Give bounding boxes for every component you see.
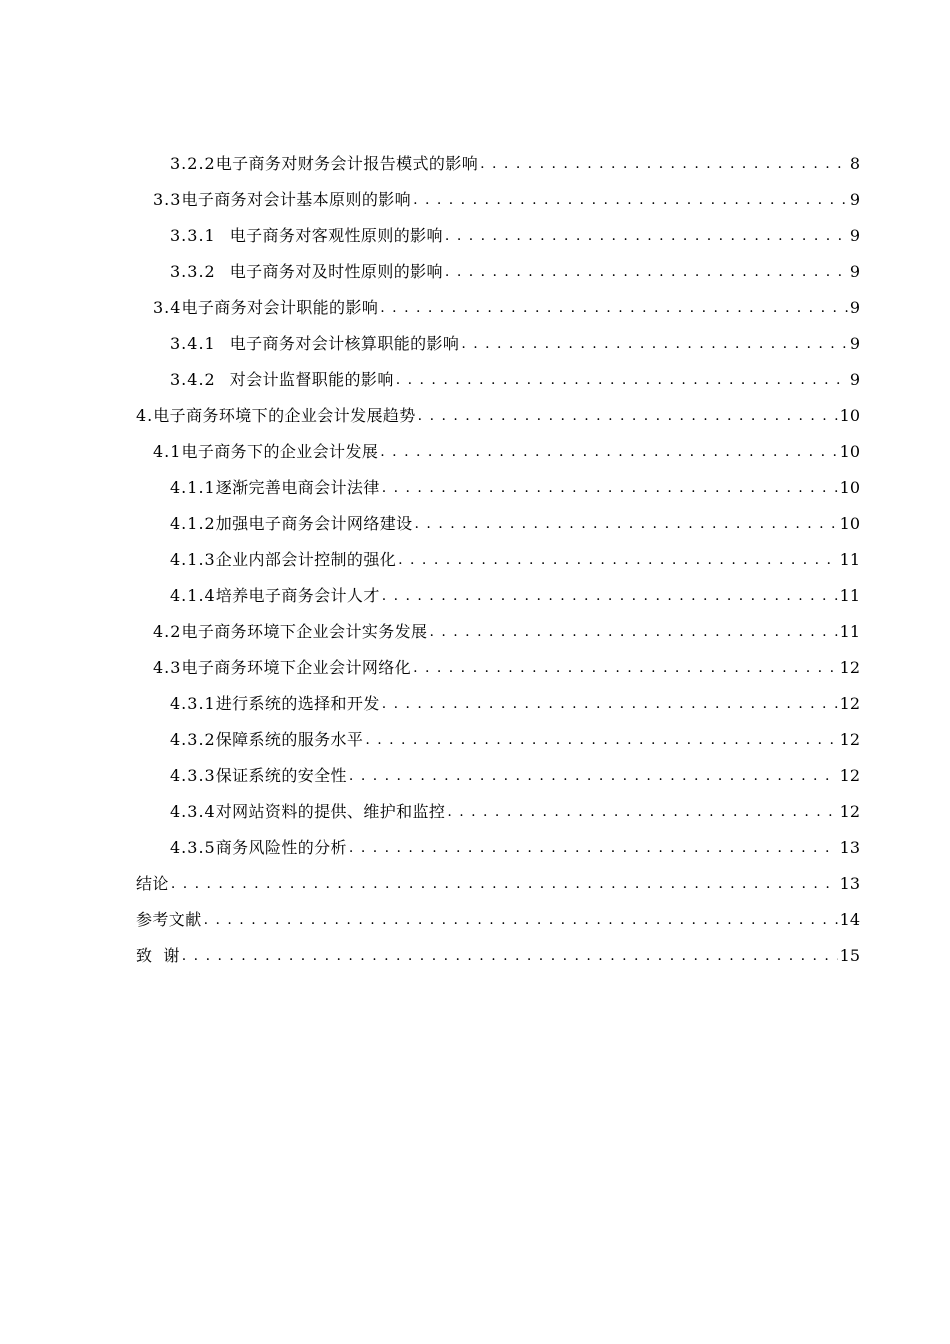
toc-entry-4-1-4[interactable]	[170, 578, 860, 606]
toc-entry-conclusion[interactable]	[136, 866, 860, 894]
toc-entry-number: 3.3	[153, 190, 182, 209]
toc-entry-page: 11	[839, 622, 860, 641]
toc-dot-leader	[349, 838, 838, 858]
toc-dot-leader	[380, 442, 837, 462]
toc-entry-page: 12	[839, 802, 860, 821]
toc-entry-4-1-1[interactable]	[170, 470, 860, 498]
toc-entry-title: 电子商务对会计基本原则的影响	[181, 190, 412, 209]
toc-entry-page: 9	[849, 226, 860, 245]
toc-entry-number: 4.1	[153, 442, 182, 461]
toc-entry-page: 14	[839, 910, 860, 929]
toc-dot-leader	[182, 946, 838, 966]
toc-dot-leader	[396, 370, 848, 390]
toc-entry-3-4[interactable]	[153, 290, 860, 318]
toc-dot-leader	[418, 406, 838, 426]
toc-entry-page: 9	[849, 334, 860, 353]
toc-entry-4-1[interactable]	[153, 434, 860, 462]
toc-dot-leader	[171, 874, 838, 894]
toc-entry-4-3[interactable]	[153, 650, 860, 678]
toc-entry-title: 对会计监督职能的影响	[229, 370, 394, 389]
toc-entry-page: 9	[849, 262, 860, 281]
toc-entry-number: 4.1.4	[170, 586, 216, 605]
toc-dot-leader	[429, 622, 837, 642]
toc-entry-title: 电子商务对会计职能的影响	[181, 298, 379, 317]
toc-entry-page: 12	[839, 766, 860, 785]
toc-entry-page: 9	[849, 190, 860, 209]
toc-entry-title: 电子商务环境下企业会计实务发展	[181, 622, 428, 641]
toc-entry-number: 3.3.1	[170, 226, 216, 245]
toc-entry-number: 4.1.1	[170, 478, 216, 497]
toc-dot-leader	[382, 586, 838, 606]
toc-entry-4-1-3[interactable]	[170, 542, 860, 570]
toc-entry-page: 8	[849, 154, 860, 173]
toc-entry-number: 4.2	[153, 622, 182, 641]
toc-entry-3-2-2[interactable]	[170, 146, 860, 174]
toc-dot-leader	[447, 802, 837, 822]
toc-dot-leader	[415, 514, 838, 534]
toc-dot-leader	[445, 262, 848, 282]
toc-entry-number: 3.4.1	[170, 334, 216, 353]
toc-entry-3-3-2[interactable]	[170, 254, 860, 282]
toc-dot-leader	[382, 694, 838, 714]
toc-dot-leader	[349, 766, 838, 786]
toc-dot-leader	[461, 334, 847, 354]
toc-entry-page: 12	[839, 730, 860, 749]
toc-entry-references[interactable]	[136, 902, 860, 930]
toc-dot-leader	[480, 154, 848, 174]
toc-entry-title: 电子商务环境下的企业会计发展趋势	[153, 406, 416, 425]
toc-entry-title: 保证系统的安全性	[215, 766, 347, 785]
toc-entry-title: 电子商务对财务会计报告模式的影响	[215, 154, 479, 173]
toc-entry-page: 13	[839, 874, 860, 893]
toc-entry-title: 电子商务对及时性原则的影响	[229, 262, 443, 281]
toc-entry-page: 11	[839, 586, 860, 605]
toc-entry-acknowledgements[interactable]	[136, 938, 860, 966]
toc-entry-page: 12	[839, 694, 860, 713]
toc-dot-leader	[445, 226, 848, 246]
toc-dot-leader	[380, 298, 848, 318]
toc-entry-page: 11	[839, 550, 860, 569]
toc-entry-4-3-1[interactable]	[170, 686, 860, 714]
toc-entry-title: 逐渐完善电商会计法律	[215, 478, 380, 497]
toc-entry-4-2[interactable]	[153, 614, 860, 642]
toc-entry-number: 4.3	[153, 658, 182, 677]
toc-entry-title: 电子商务下的企业会计发展	[181, 442, 379, 461]
toc-entry-page: 9	[849, 370, 860, 389]
toc-entry-4-3-4[interactable]	[170, 794, 860, 822]
toc-dot-leader	[413, 190, 848, 210]
toc-entry-number: 4.	[136, 406, 154, 425]
toc-entry-page: 12	[839, 658, 860, 677]
toc-dot-leader	[382, 478, 838, 498]
toc-entry-page: 10	[839, 478, 860, 497]
toc-entry-title: 进行系统的选择和开发	[215, 694, 380, 713]
toc-entry-title: 保障系统的服务水平	[215, 730, 364, 749]
toc-entry-title: 结论	[136, 874, 169, 893]
toc-entry-3-3[interactable]	[153, 182, 860, 210]
toc-entry-page: 10	[839, 406, 860, 425]
toc-entry-4[interactable]	[136, 398, 860, 426]
toc-entry-3-4-2[interactable]	[170, 362, 860, 390]
toc-entry-4-1-2[interactable]	[170, 506, 860, 534]
toc-entry-number: 4.3.3	[170, 766, 216, 785]
toc-entry-page: 13	[839, 838, 860, 857]
toc-entry-number: 4.1.3	[170, 550, 216, 569]
toc-entry-number: 4.3.4	[170, 802, 216, 821]
toc-entry-4-3-5[interactable]	[170, 830, 860, 858]
toc-entry-3-4-1[interactable]	[170, 326, 860, 354]
toc-entry-3-3-1[interactable]	[170, 218, 860, 246]
toc-entry-number: 3.2.2	[170, 154, 216, 173]
toc-entry-title: 电子商务对会计核算职能的影响	[229, 334, 460, 353]
toc-entry-number: 4.1.2	[170, 514, 216, 533]
toc-entry-4-3-3[interactable]	[170, 758, 860, 786]
toc-entry-number: 4.3.5	[170, 838, 216, 857]
toc-dot-leader	[204, 910, 838, 930]
toc-entry-title: 商务风险性的分析	[215, 838, 347, 857]
toc-dot-leader	[398, 550, 838, 570]
toc-entry-page: 10	[839, 442, 860, 461]
toc-dot-leader	[365, 730, 837, 750]
toc-entry-title: 加强电子商务会计网络建设	[215, 514, 413, 533]
toc-entry-page: 9	[849, 298, 860, 317]
toc-entry-4-3-2[interactable]	[170, 722, 860, 750]
toc-entry-number: 4.3.2	[170, 730, 216, 749]
toc-entry-number: 3.4.2	[170, 370, 216, 389]
toc-entry-title: 致 谢	[136, 946, 180, 965]
toc-entry-title: 参考文献	[136, 910, 202, 929]
toc-entry-number: 4.3.1	[170, 694, 216, 713]
toc-entry-title: 企业内部会计控制的强化	[215, 550, 397, 569]
toc-entry-title: 电子商务环境下企业会计网络化	[181, 658, 412, 677]
toc-entry-title: 培养电子商务会计人才	[215, 586, 380, 605]
toc-entry-title: 对网站资料的提供、维护和监控	[215, 802, 446, 821]
toc-entry-page: 15	[839, 946, 860, 965]
toc-dot-leader	[413, 658, 838, 678]
toc-entry-number: 3.4	[153, 298, 182, 317]
toc-entry-title: 电子商务对客观性原则的影响	[229, 226, 443, 245]
toc-entry-page: 10	[839, 514, 860, 533]
toc-entry-number: 3.3.2	[170, 262, 216, 281]
